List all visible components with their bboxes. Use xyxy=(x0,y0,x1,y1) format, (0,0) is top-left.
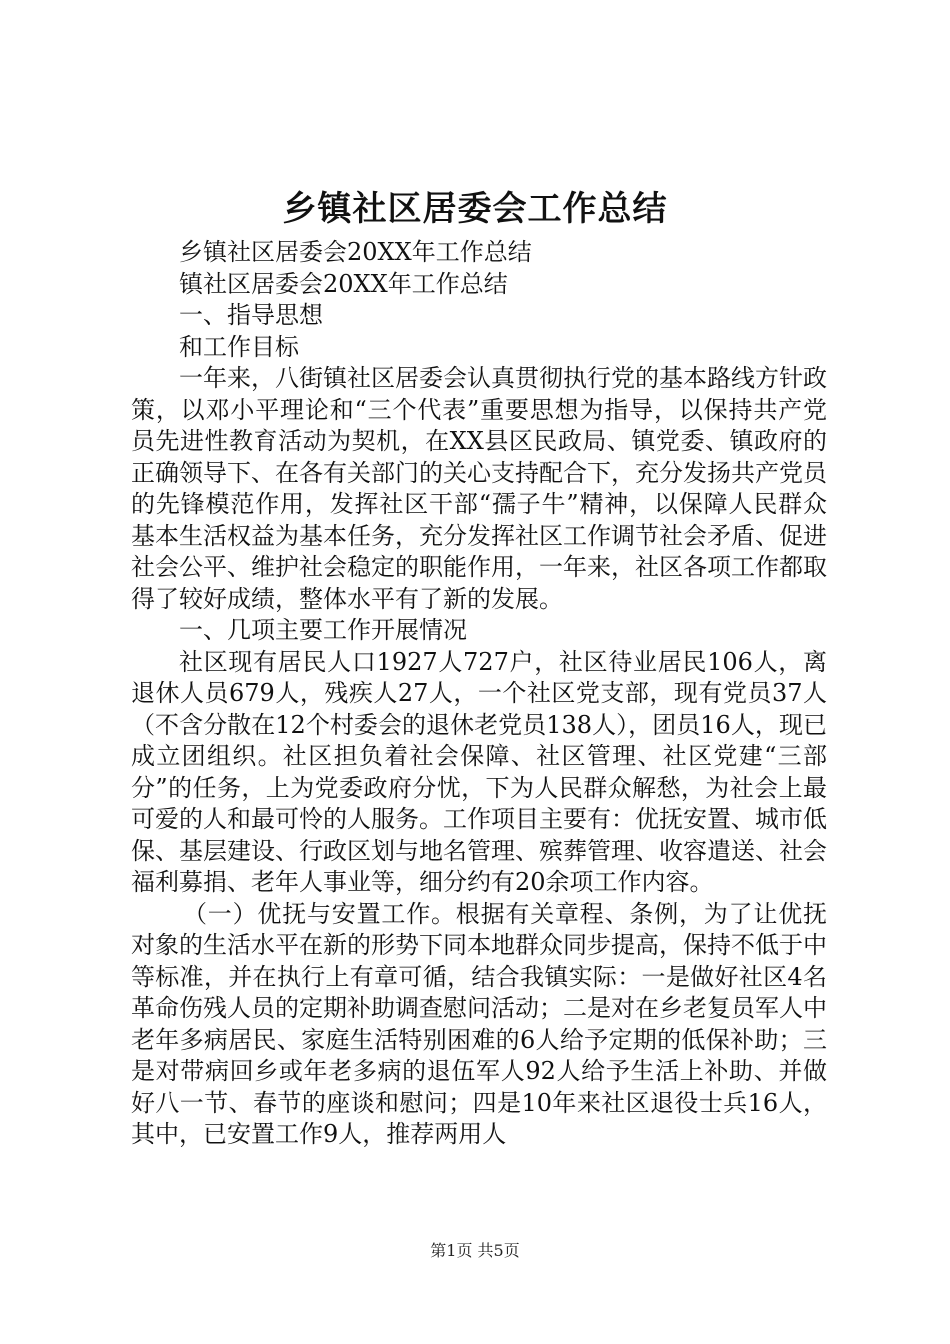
paragraph-heading-main-work: 一、几项主要工作开展情况 xyxy=(179,616,467,644)
document-title: 乡镇社区居委会工作总结 xyxy=(282,189,668,229)
paragraph-community-status: 社区现有居民人口1927人727户，社区待业居民106人，离退休人员679人，残疾人27人，一个社区党支部，现有党员37人（不含分散在12个村委会的退休老党员138人），团员16人，现已成立团组织。社区担负着社会保障、社区管理、社区党建“三部分”的任务，上为党委政府分忧，下为人民群众解愁，为社会上最可爱的人和最可怜的人服务。工作项目主要有：优抚安置、城市低保、基层建设、行政区划与地名管理、殡葬管理、收容遣送、社会福利募捐、老年人事业等，细分约有20余项工作内容。 xyxy=(131,647,827,896)
page-footer: 第1页 共5页 xyxy=(430,1241,520,1260)
paragraph-special-care: （一）优抚与安置工作。根据有关章程、条例，为了让优抚对象的生活水平在新的形势下同本地群众同步提高，保持不低于中等标准，并在执行上有章可循，结合我镇实际：一是做好社区4名革命伤残人员的定期补助调查慰问活动；二是对在乡老复员军人中老年多病居民、家庭生活特别困难的6人给予定期的低保补助；三是对带病回乡或年老多病的退伍军人92人给予生活上补助、并做好八一节、春节的座谈和慰问；四是10年来社区退役士兵16人，其中，已安置工作9人，推荐两用人 xyxy=(131,899,827,1148)
paragraph-subtitle-1: 乡镇社区居委会20XX年工作总结 xyxy=(179,238,532,266)
paragraph-heading-work-goals: 和工作目标 xyxy=(179,332,299,361)
paragraph-overview: 一年来，八街镇社区居委会认真贯彻执行党的基本路线方针政策，以邓小平理论和“三个代表”重要思想为指导，以保持共产党员先进性教育活动为契机，在XX县区民政局、镇党委、镇政府的正确领导下、在各有关部门的关心支持配合下，充分发扬共产党员的先锋模范作用，发挥社区干部“孺子牛”精神，以保障人民群众基本生活权益为基本任务，充分发挥社区工作调节社会矛盾、促进社会公平、维护社会稳定的职能作用，一年来，社区各项工作都取得了较好成绩，整体水平有了新的发展。 xyxy=(131,364,827,613)
paragraph-heading-guiding-ideology: 一、指导思想 xyxy=(179,301,323,329)
document-body xyxy=(131,237,827,1151)
paragraph-subtitle-2: 镇社区居委会20XX年工作总结 xyxy=(179,269,508,298)
